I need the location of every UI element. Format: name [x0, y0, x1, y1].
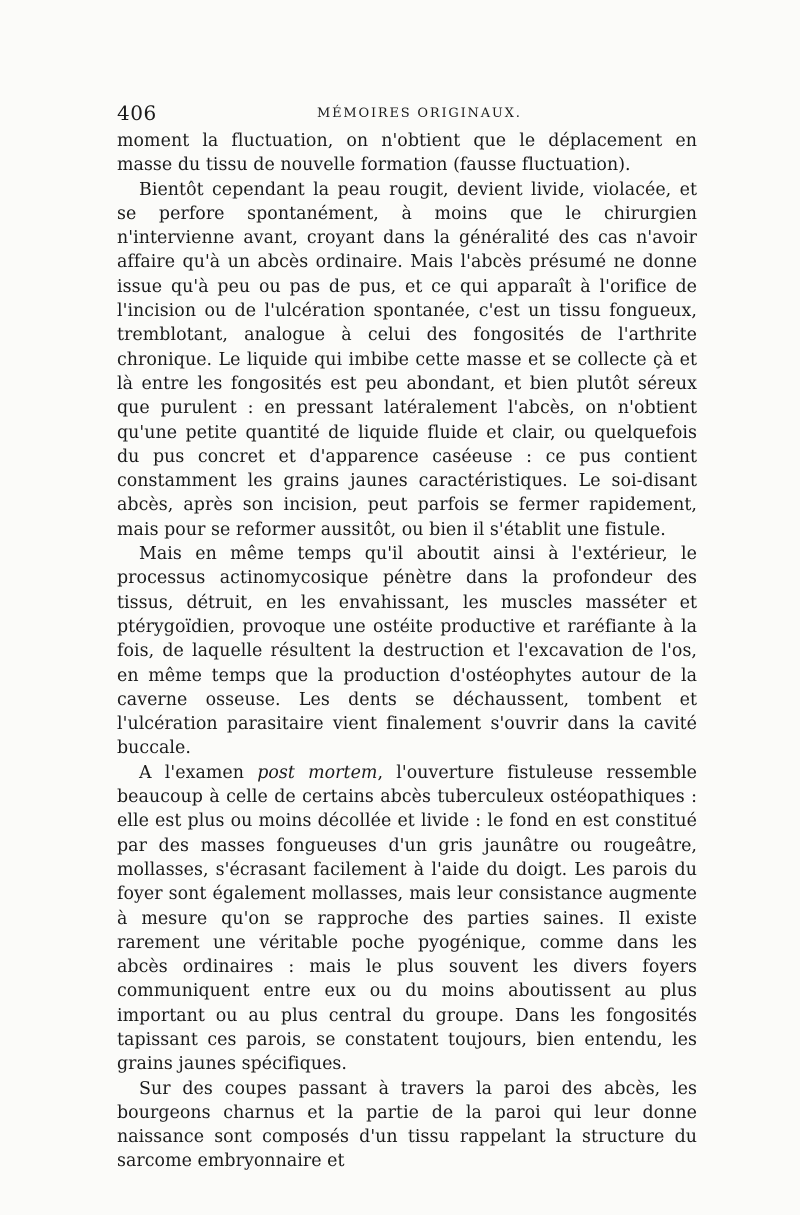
paragraph-3: Mais en même temps qu'il aboutit ainsi à l'extérieur, le processus actinomycosique pénètre dans la profondeur des tissus, détruit, en les envahissant, les muscles masséter et ptérygoïdien, provoque une ostéite productive et raréfiante à la fois, de laquelle résultent la destruction et l'excavation de l'os, en même temps que la production d'ostéophytes autour de la caverne osseuse. Les dents se déchaussent, tombent et l'ulcération parasitaire vient finalement s'ouvrir dans la cavité buccale.	[117, 544, 697, 759]
paragraph-4	[117, 761, 697, 1077]
paragraph-4-lead: A l'examen	[139, 762, 258, 783]
paragraph-4-rest: , l'ouverture fistuleuse ressemble beaucoup à celle de certains abcès tuberculeux ostéopathiques : elle est plus ou moins décollée et livide : le fond en est constitué par des masses fongueuses d'un gris jaunâtre ou rougeâtre, mollasses, s'écrasant facilement à l'aide du doigt. Les parois du foyer sont également mollasses, mais leur consistance augmente à mesure qu'on se rapproche des parties saines. Il existe rarement une véritable poche pyogénique, comme dans les abcès ordinaires : mais le plus souvent les divers foyers communiquent entre eux ou du moins aboutissent au plus important ou au plus central du groupe. Dans les fongosités tapissant ces parois, se constatent toujours, bien entendu, les grains jaunes spécifiques.	[117, 762, 697, 1075]
page-number: 406	[117, 101, 157, 125]
italic-phrase: post mortem	[257, 762, 378, 783]
paragraph-5: Sur des coupes passant à travers la paroi des abcès, les bourgeons charnus et la partie de la paroi qui leur donne naissance sont composés d'un tissu rappelant la structure du sarcome embryonnaire et	[117, 1078, 697, 1172]
running-header	[117, 98, 697, 128]
paragraph-1: moment la fluctuation, on n'obtient que le déplacement en masse du tissu de nouvelle formation (fausse fluctuation).	[117, 131, 697, 176]
body-text	[117, 129, 697, 1174]
paragraph-2: Bientôt cependant la peau rougit, devient livide, violacée, et se perfore spontanément, à moins que le chirurgien n'intervienne avant, croyant dans la généralité des cas n'avoir affaire qu'à un abcès ordinaire. Mais l'abcès présumé ne donne issue qu'à peu ou pas de pus, et ce qui apparaît à l'orifice de l'incision ou de l'ulcération spontanée, c'est un tissu fongueux, tremblotant, analogue à celui des fongosités de l'arthrite chronique. Le liquide qui imbibe cette masse et se collecte çà et là entre les fongosités est peu abondant, et bien plutôt séreux que purulent : en pressant latéralement l'abcès, on n'obtient qu'une petite quantité de liquide fluide et clair, ou quelquefois du pus concret et d'apparence caséeuse : ce pus contient constamment les grains jaunes caractéristiques. Le soi-disant abcès, après son incision, peut parfois se fermer rapidement, mais pour se reformer aussitôt, ou bien il s'établit une fistule.	[117, 179, 697, 540]
running-title: MÉMOIRES ORIGINAUX.	[317, 106, 522, 121]
